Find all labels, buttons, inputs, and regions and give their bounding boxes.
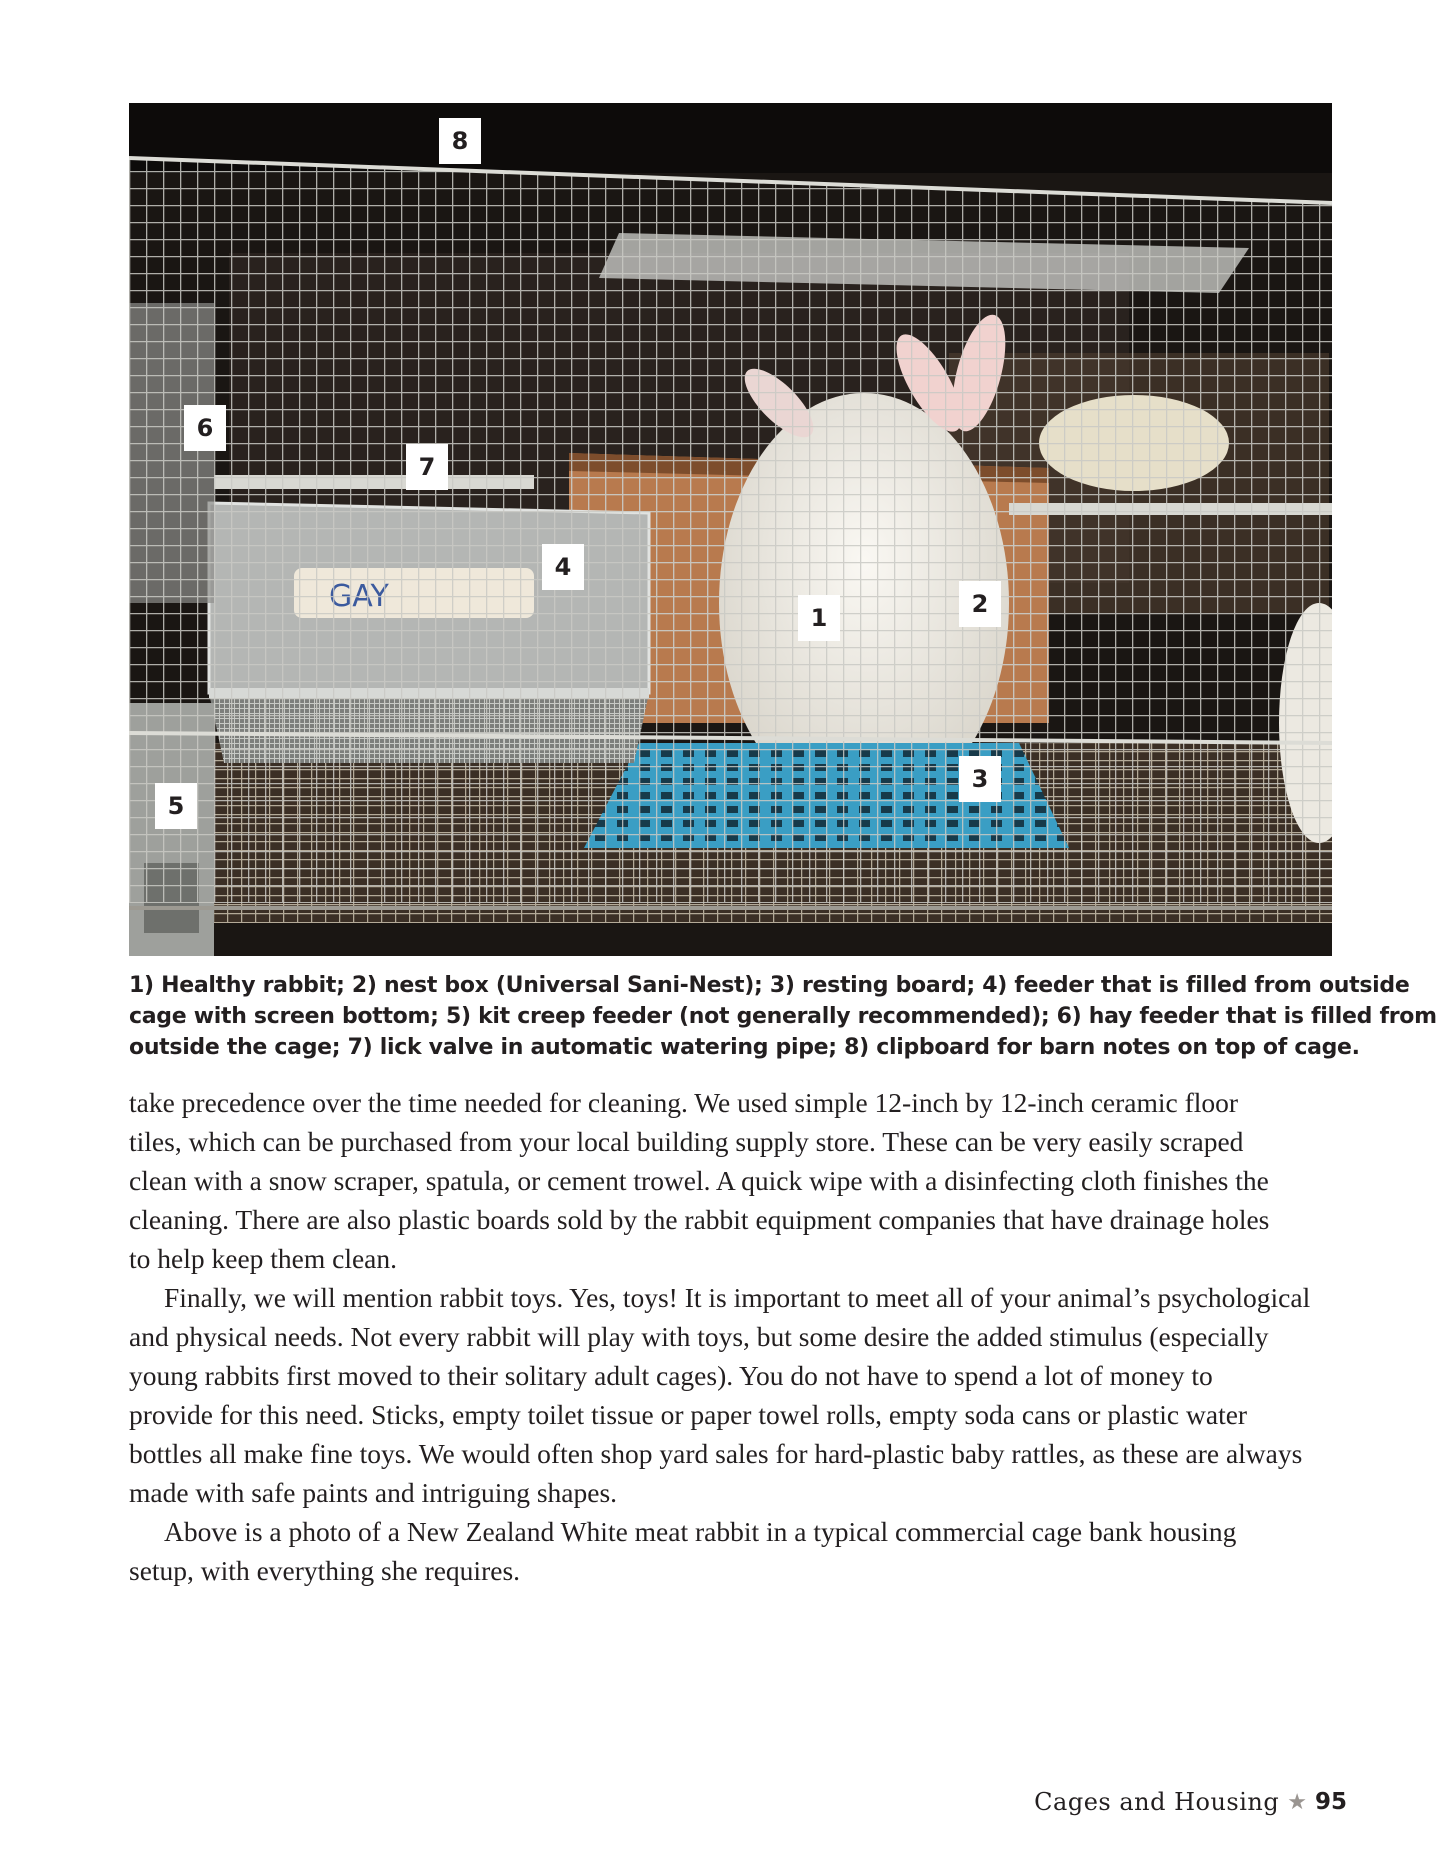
callout-3: 3 [959, 756, 1001, 802]
text-line: young rabbits first moved to their solitary adult cages). You do not have to spend a lot of money to [129, 1360, 1213, 1391]
callout-2: 2 [959, 581, 1001, 627]
rabbit-cage-photo [129, 103, 1332, 956]
text-line: and physical needs. Not every rabbit will play with toys, but some desire the added stimulus (especially [129, 1321, 1269, 1352]
text-line: tiles, which can be purchased from your local building supply store. These can be very easily scraped [129, 1126, 1244, 1157]
caption-line: 1) Healthy rabbit; 2) nest box (Universal Sani-Nest); 3) resting board; 4) feeder that is filled from outside [129, 973, 1410, 998]
paragraph-2 [129, 1278, 1339, 1512]
page-number: 95 [1314, 1789, 1347, 1815]
text-line: Above is a photo of a New Zealand White meat rabbit in a typical commercial cage bank housing [164, 1516, 1237, 1547]
paragraph-1 [129, 1083, 1339, 1278]
text-line: clean with a snow scraper, spatula, or cement trowel. A quick wipe with a disinfecting cloth finishes the [129, 1165, 1269, 1196]
text-line: Finally, we will mention rabbit toys. Yes, toys! It is important to meet all of your animal’s psychological [164, 1282, 1311, 1313]
text-line: bottles all make fine toys. We would often shop yard sales for hard-plastic baby rattles, as these are always [129, 1438, 1303, 1469]
text-line: made with safe paints and intriguing shapes. [129, 1477, 618, 1508]
callout-8: 8 [439, 118, 481, 164]
callout-4: 4 [542, 544, 584, 590]
caption-line: cage with screen bottom; 5) kit creep feeder (not generally recommended); 6) hay feeder that is filled from [129, 1004, 1437, 1029]
paragraph-3 [129, 1512, 1339, 1590]
photo-illustration [129, 103, 1332, 956]
text-line: cleaning. There are also plastic boards sold by the rabbit equipment companies that have drainage holes [129, 1204, 1270, 1235]
text-line: setup, with everything she requires. [129, 1555, 521, 1586]
text-line: to help keep them clean. [129, 1243, 398, 1274]
star-icon: ★ [1287, 1789, 1307, 1815]
callout-5: 5 [155, 783, 197, 829]
section-title: Cages and Housing [1034, 1788, 1280, 1816]
body-text [129, 1083, 1339, 1590]
cage-wire [129, 158, 1332, 903]
callout-6: 6 [184, 405, 226, 451]
text-line: provide for this need. Sticks, empty toilet tissue or paper towel rolls, empty soda cans or plastic water [129, 1399, 1248, 1430]
callout-7: 7 [406, 444, 448, 490]
callout-1: 1 [798, 595, 840, 641]
page-footer [1034, 1783, 1347, 1821]
text-line: take precedence over the time needed for cleaning. We used simple 12-inch by 12-inch ceramic floor [129, 1087, 1239, 1118]
photo-caption [129, 970, 1437, 1063]
caption-line: outside the cage; 7) lick valve in automatic watering pipe; 8) clipboard for barn notes on top of cage. [129, 1035, 1360, 1060]
